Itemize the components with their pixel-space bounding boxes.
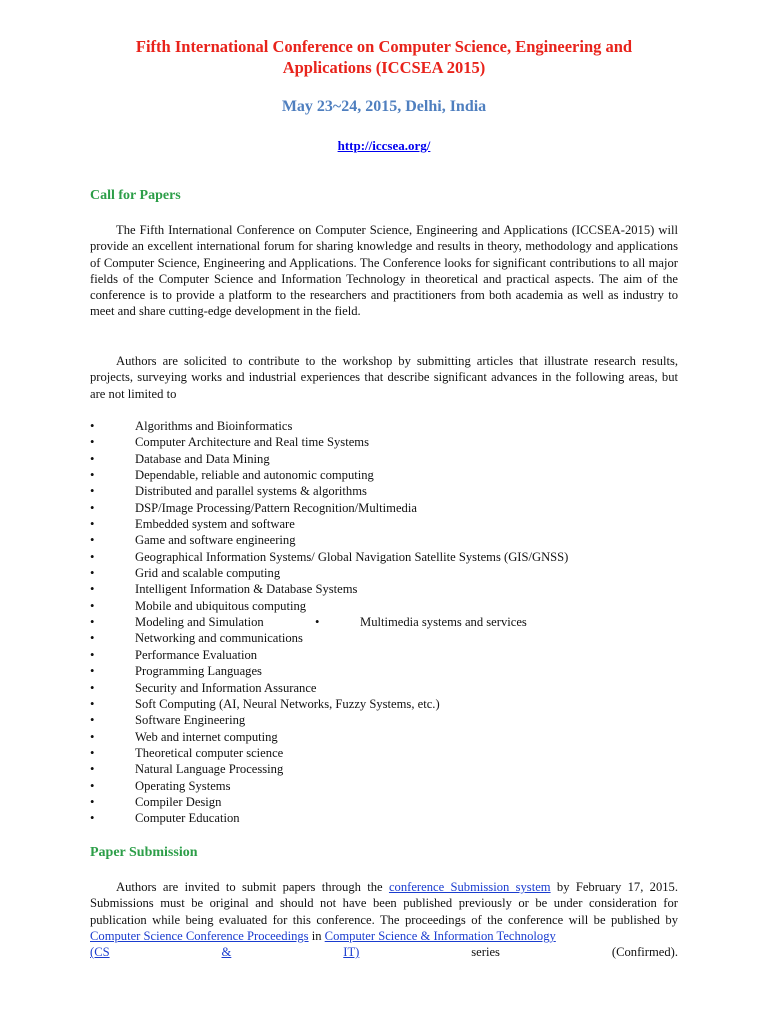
topic-item	[90, 434, 678, 450]
bullet-glyph: •	[90, 419, 95, 433]
bullet-glyph: •	[90, 729, 95, 744]
series-word: series	[471, 945, 500, 960]
topic-item	[90, 451, 678, 467]
topic-label: Programming Languages	[135, 664, 262, 679]
topic-item	[90, 614, 678, 630]
topic-item	[90, 467, 678, 483]
topic-item	[90, 532, 678, 548]
bullet-glyph: •	[90, 647, 95, 662]
topic-label: Dependable, reliable and autonomic computing	[135, 468, 374, 483]
bullet-glyph: •	[90, 664, 95, 679]
topic-item	[90, 761, 678, 777]
topic-item	[90, 696, 678, 712]
conference-dates: May 23~24, 2015, Delhi, India	[281, 98, 487, 115]
bullet-glyph: •	[90, 435, 95, 450]
conference-url	[90, 138, 678, 154]
bullet-glyph: •	[90, 566, 95, 581]
topic-label: Modeling and Simulation	[135, 615, 264, 630]
bullet-glyph: •	[90, 468, 95, 483]
topic-label: Geographical Information Systems/ Global Navigation Satellite Systems (GIS/GNSS)	[135, 549, 569, 564]
topic-item	[90, 418, 678, 434]
bullet-glyph: •	[90, 500, 95, 515]
topic-label: Grid and scalable computing	[135, 566, 281, 581]
topic-label: Security and Information Assurance	[135, 680, 317, 695]
call-for-papers-heading: Call for Papers	[90, 188, 181, 203]
proceedings-link[interactable]: Computer Science Conference Proceedings	[90, 928, 309, 943]
topic-label: Theoretical computer science	[135, 745, 284, 760]
topic-item	[90, 500, 678, 516]
series-link-it[interactable]: IT)	[343, 945, 360, 960]
topic-item	[90, 729, 678, 745]
topic-item	[90, 598, 678, 614]
topic-label: Distributed and parallel systems & algorithms	[135, 484, 367, 499]
topic-item	[90, 630, 678, 646]
bullet-glyph: •	[90, 517, 95, 532]
topic-label: Algorithms and Bioinformatics	[135, 419, 293, 433]
bullet-glyph: •	[315, 615, 320, 630]
topic-item	[90, 745, 678, 761]
submission-text-2: by February 17, 2015. Submissions must be original and should not have been published previously or be under consideration for publication while being evaluated for this conference. The proceedings of the conference will be published by	[90, 880, 679, 927]
topic-item	[90, 549, 678, 565]
topic-item	[90, 794, 678, 810]
series-link-cs[interactable]: (CS	[90, 945, 110, 960]
topic-item	[90, 810, 678, 826]
submission-text-3: in	[308, 928, 325, 943]
bullet-glyph: •	[90, 696, 95, 711]
topic-item	[90, 680, 678, 696]
topic-label: Mobile and ubiquitous computing	[135, 598, 307, 613]
bullet-glyph: •	[90, 598, 95, 613]
bullet-glyph: •	[90, 484, 95, 499]
conference-title: Fifth International Conference on Computer Science, Engineering and Applications (ICCSEA 2015)	[135, 37, 633, 77]
bullet-glyph: •	[90, 615, 95, 630]
topic-label: Performance Evaluation	[135, 647, 258, 662]
topic-item	[90, 565, 678, 581]
intro-paragraph: The Fifth International Conference on Computer Science, Engineering and Applications (ICCSEA-2015) will provide an excellent international forum for sharing knowledge and results in theory, methodology and applications of Computer Science, Engineering and Applications. The Conference looks for significant contributions to all major fields of the Computer Science and Information Technology in theoretical and practical aspects. The aim of the conference is to provide a platform to the researchers and practitioners from both academia as well as industry to meet and share cutting-edge development in the field.	[90, 223, 678, 319]
confirmed-text: (Confirmed).	[611, 945, 678, 960]
bullet-glyph: •	[90, 778, 95, 793]
bullet-glyph: •	[90, 451, 95, 466]
topic-item	[90, 663, 678, 679]
solicitation-paragraph: Authors are solicited to contribute to the workshop by submitting articles that illustrate research results, projects, surveying works and industrial experiences that describe significant advances in the following areas, but are not limited to	[90, 354, 678, 401]
submission-paragraph	[90, 879, 678, 960]
topic-label: Networking and communications	[135, 631, 303, 646]
submission-system-link[interactable]: conference Submission system	[388, 880, 551, 894]
topic-label: Game and software engineering	[135, 533, 296, 548]
topic-label-inline: Multimedia systems and services	[360, 615, 527, 630]
topic-item	[90, 647, 678, 663]
bullet-glyph: •	[90, 549, 95, 564]
bullet-glyph: •	[90, 680, 95, 695]
topic-label: Computer Education	[135, 811, 240, 826]
bullet-glyph: •	[90, 811, 95, 826]
topic-label: Operating Systems	[135, 778, 231, 793]
topic-item	[90, 778, 678, 794]
topic-label: Software Engineering	[135, 713, 246, 728]
submission-text-1: Authors are invited to submit papers through the	[116, 880, 389, 894]
series-link-amp[interactable]: &	[221, 945, 232, 960]
bullet-glyph: •	[90, 745, 95, 760]
bullet-glyph: •	[90, 631, 95, 646]
topic-label: DSP/Image Processing/Pattern Recognition/Multimedia	[135, 500, 417, 515]
submission-last-line	[90, 944, 678, 960]
topic-label: Database and Data Mining	[135, 451, 270, 466]
topic-item	[90, 483, 678, 499]
bullet-glyph: •	[90, 762, 95, 777]
topic-item	[90, 712, 678, 728]
bullet-glyph: •	[90, 533, 95, 548]
topic-item	[90, 581, 678, 597]
topic-label: Soft Computing (AI, Neural Networks, Fuzzy Systems, etc.)	[135, 696, 440, 711]
topics-list	[90, 418, 678, 827]
bullet-glyph: •	[90, 582, 95, 597]
topic-label: Embedded system and software	[135, 517, 295, 532]
topic-label: Natural Language Processing	[135, 762, 284, 777]
conference-url-link[interactable]: http://iccsea.org/	[337, 138, 431, 153]
topic-label: Computer Architecture and Real time Systems	[135, 435, 369, 450]
bullet-glyph: •	[90, 794, 95, 809]
bullet-glyph: •	[90, 713, 95, 728]
topic-label: Web and internet computing	[135, 729, 278, 744]
topic-label: Compiler Design	[135, 794, 222, 809]
paper-submission-heading: Paper Submission	[90, 845, 198, 860]
topic-label: Intelligent Information & Database Systems	[135, 582, 358, 597]
topic-item	[90, 516, 678, 532]
series-link[interactable]: Computer Science & Information Technology	[324, 928, 556, 943]
